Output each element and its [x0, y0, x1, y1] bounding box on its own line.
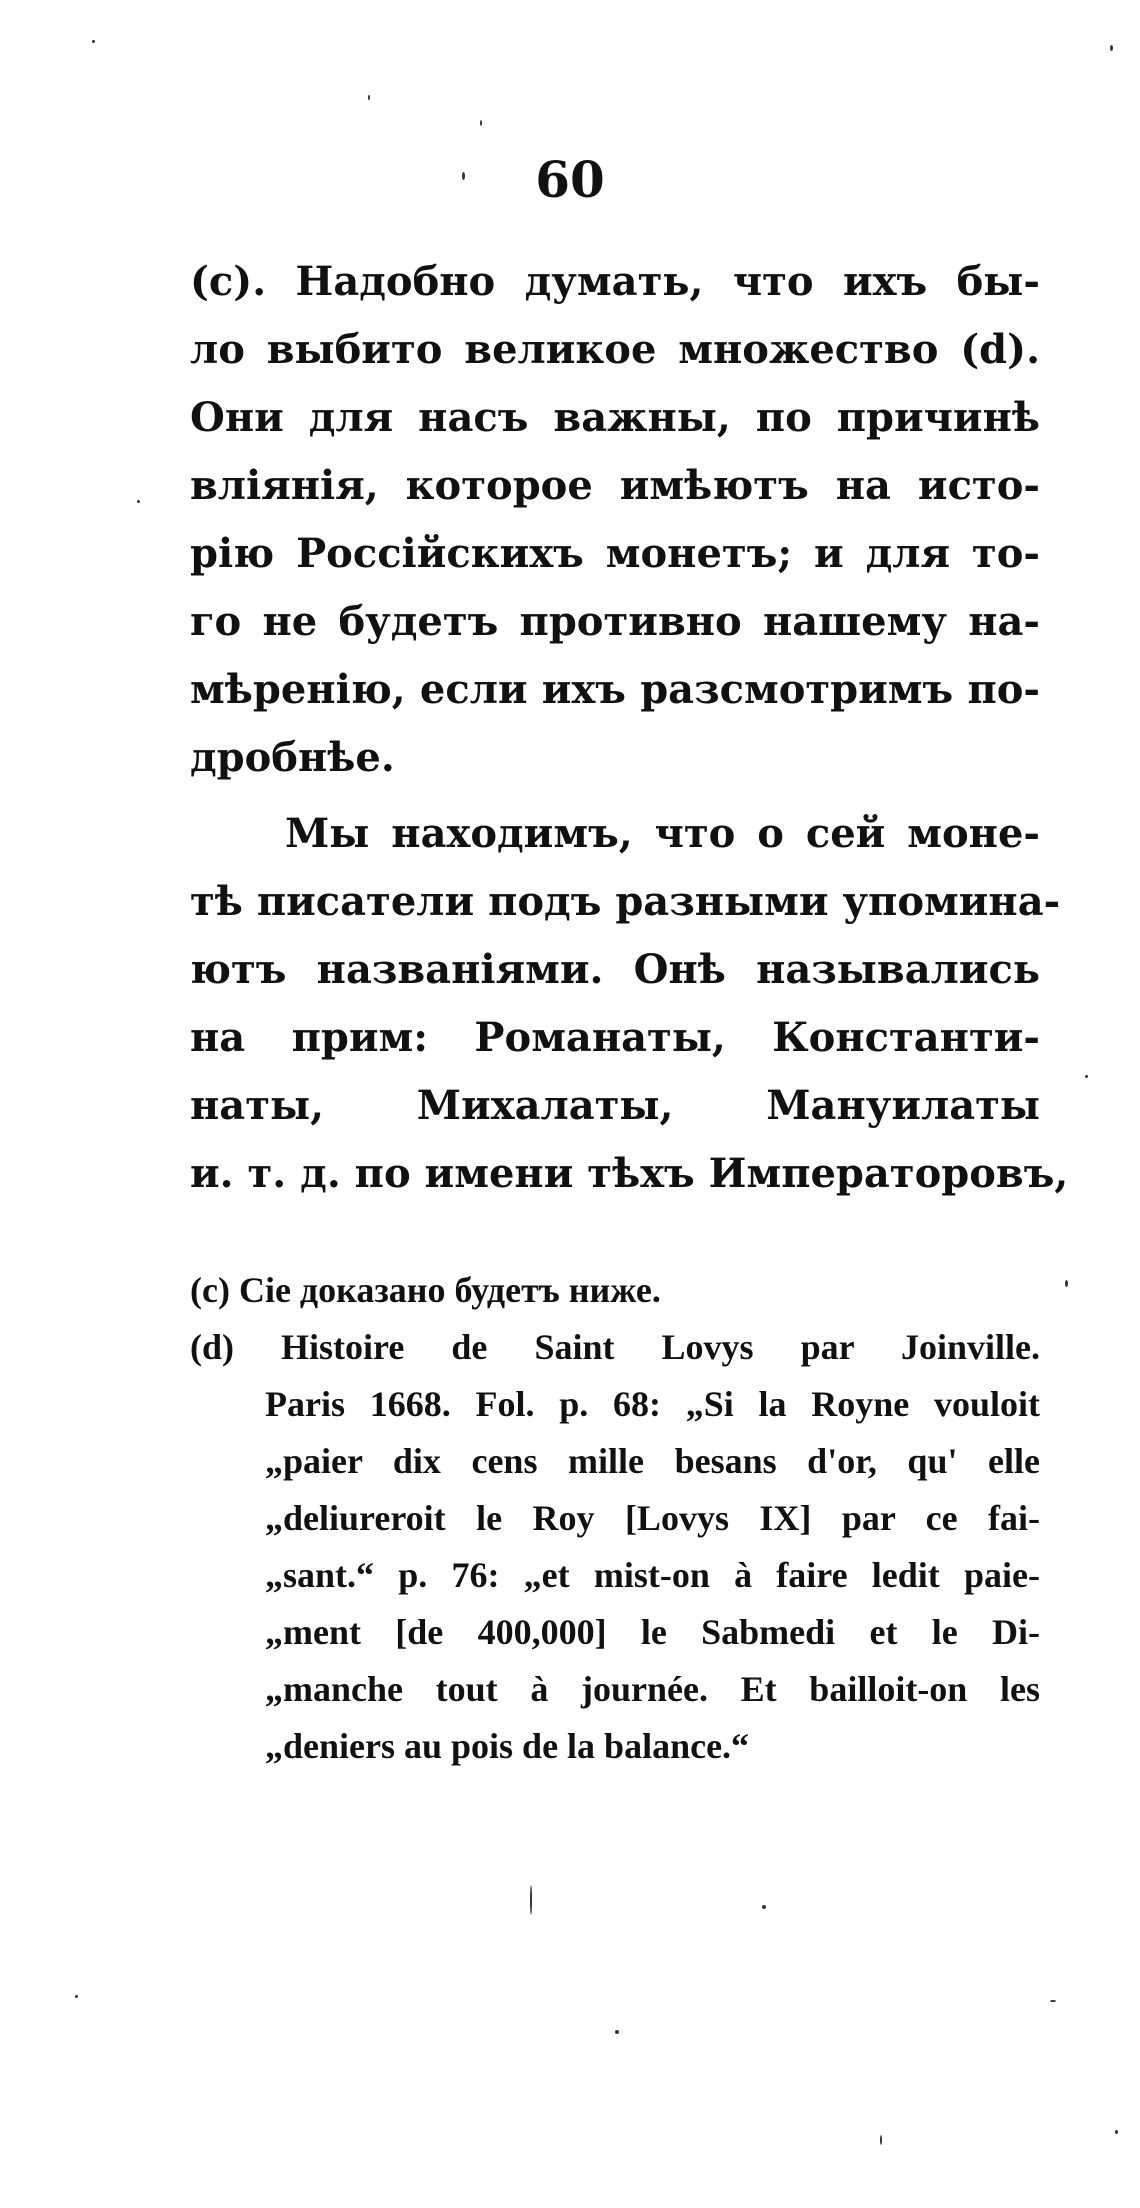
scan-speck	[1065, 1280, 1068, 1287]
scan-speck	[462, 172, 465, 180]
text-line: на прим: Романаты, Константи-	[190, 1014, 1040, 1061]
footnotes	[190, 1262, 1040, 1775]
scan-speck	[75, 1995, 78, 1998]
scan-speck	[368, 95, 370, 100]
text-line: и. т. д. по имени тѣхъ Императоровъ,	[190, 1150, 1069, 1197]
footnote-line: Paris 1668. Fol. p. 68: „Si la Royne vouloit	[265, 1384, 1040, 1424]
footnote-line: „deniers au pois de la balance.“	[265, 1726, 750, 1766]
scan-speck	[1085, 1075, 1088, 1078]
text-line: дробнѣе.	[190, 734, 395, 781]
footnote-c: (c) Сіе доказано будетъ ниже.	[190, 1270, 661, 1310]
scan-speck	[530, 1885, 532, 1915]
text-line: рію Россійскихъ монетъ; и для то-	[190, 530, 1040, 577]
footnote-line: „ment [de 400,000] le Sabmedi et le Di-	[265, 1612, 1040, 1652]
scan-speck	[92, 40, 95, 43]
scan-speck	[1110, 45, 1113, 51]
text-line: Они для насъ важны, по причинѣ	[190, 394, 1040, 441]
text-line: го не будетъ противно нашему на-	[190, 598, 1040, 645]
text-line: (c). Надобно думать, что ихъ бы-	[190, 258, 1040, 305]
text-line: наты, Михалаты, Мануилаты	[190, 1082, 1040, 1129]
text-line: тѣ писатели подъ разными упомина-	[190, 878, 1061, 925]
scan-speck	[1115, 2130, 1118, 2134]
scan-speck	[137, 500, 140, 503]
scan-speck	[1050, 2000, 1056, 2002]
footnote-d: (d) Histoire de Saint Lovys par Joinville.	[190, 1327, 1040, 1367]
footnote-line: „manche tout à journée. Et bailloit-on les	[265, 1669, 1040, 1709]
scan-speck	[880, 2135, 882, 2145]
text-line: вліянія, которое имѣютъ на исто-	[190, 462, 1040, 509]
page-number: 60	[535, 150, 605, 209]
text-line: Мы находимъ, что о сей моне-	[285, 810, 1040, 857]
paragraph-2	[190, 800, 1069, 1208]
scan-speck	[480, 120, 482, 126]
text-line: ютъ названіями. Онѣ назывались	[190, 946, 1040, 993]
paragraph-1	[190, 248, 1040, 792]
text-line: ло выбито великое множество (d).	[190, 326, 1040, 373]
footnote-line: „paier dix cens mille besans d'or, qu' elle	[265, 1441, 1040, 1481]
scan-speck	[762, 1905, 766, 1909]
text-line: мѣренію, если ихъ разсмотримъ по-	[190, 666, 1040, 713]
footnote-line: „deliureroit le Roy [Lovys IX] par ce fai-	[265, 1498, 1040, 1538]
scan-speck	[615, 2030, 619, 2034]
footnote-line: „sant.“ p. 76: „et mist-on à faire ledit paie-	[265, 1555, 1040, 1595]
